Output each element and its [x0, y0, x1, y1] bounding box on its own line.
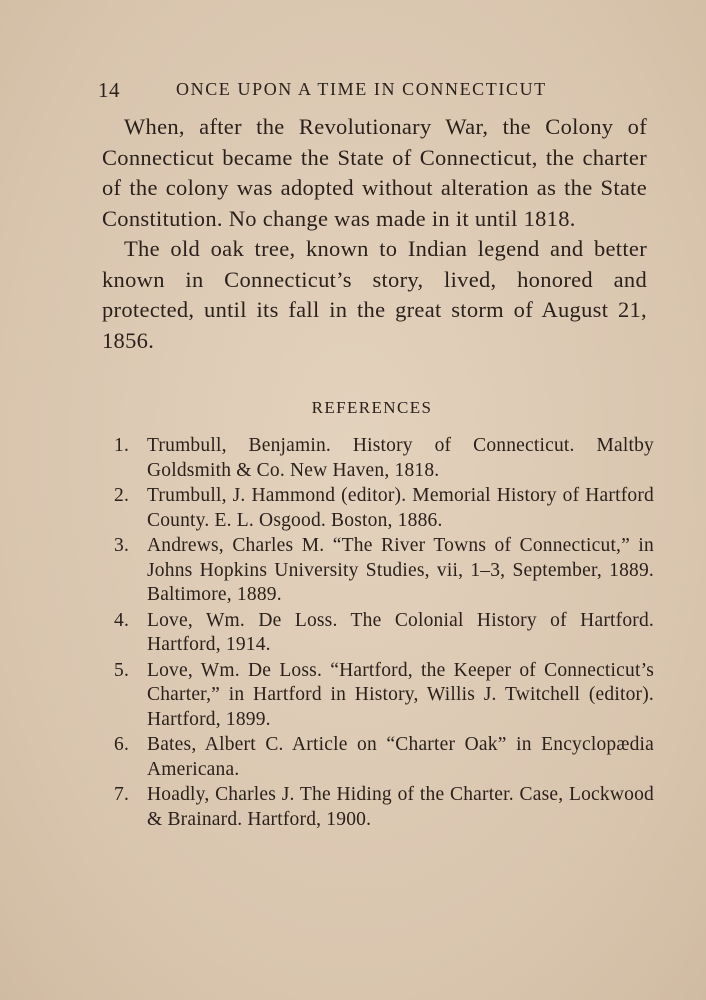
reference-text: Love, Wm. De Loss. The Colonial History of Hartford. Hartford, 1914. [147, 609, 654, 655]
reference-item [114, 733, 654, 782]
references-list [114, 434, 654, 833]
reference-item [114, 609, 654, 658]
running-header [98, 78, 568, 104]
references-heading: REFERENCES [311, 398, 433, 417]
reference-item [114, 484, 654, 533]
reference-number: 4. [114, 609, 130, 631]
reference-number: 6. [114, 734, 130, 755]
reference-text: Love, Wm. De Loss. “Hartford, the Keeper of Connecticut’s Charter,” in Hartford in History, Willis J. Twitchell (editor). Hartford, 1899. [147, 659, 654, 730]
reference-item [114, 783, 654, 832]
reference-number: 1. [114, 435, 130, 456]
paragraph: The old oak tree, known to Indian legend and better known in Connecticut’s story, lived, honored and protected, until its fall in the great storm of August 21, 1856. [102, 236, 647, 353]
reference-item [114, 434, 654, 483]
reference-text: Bates, Albert C. Article on “Charter Oak” in Encyclopædia Americana. [147, 734, 654, 780]
running-title: ONCE UPON A TIME IN CONNECTICUT [176, 79, 547, 99]
page-number: 14 [98, 78, 120, 102]
reference-text: Trumbull, J. Hammond (editor). Memorial History of Hartford County. E. L. Osgood. Boston, 1886. [147, 485, 654, 531]
paragraph: When, after the Revolutionary War, the Colony of Connecticut became the State of Connecticut, the charter of the colony was adopted without alteration as the State Constitution. No change was made in it until 1818. [102, 114, 647, 231]
reference-item [114, 534, 654, 608]
reference-text: Andrews, Charles M. “The River Towns of Connecticut,” in Johns Hopkins University Studies, vii, 1–3, September, 1889. Baltimore, 1889. [147, 535, 654, 605]
reference-text: Hoadly, Charles J. The Hiding of the Charter. Case, Lockwood & Brainard. Hartford, 1900. [147, 784, 654, 830]
reference-number: 7. [114, 784, 130, 805]
reference-number: 2. [114, 485, 130, 506]
reference-number: 3. [114, 535, 130, 556]
body-text [102, 112, 647, 356]
reference-text: Trumbull, Benjamin. History of Connecticut. Maltby Goldsmith & Co. New Haven, 1818. [147, 435, 654, 481]
reference-item [114, 659, 654, 733]
reference-number: 5. [114, 659, 130, 681]
